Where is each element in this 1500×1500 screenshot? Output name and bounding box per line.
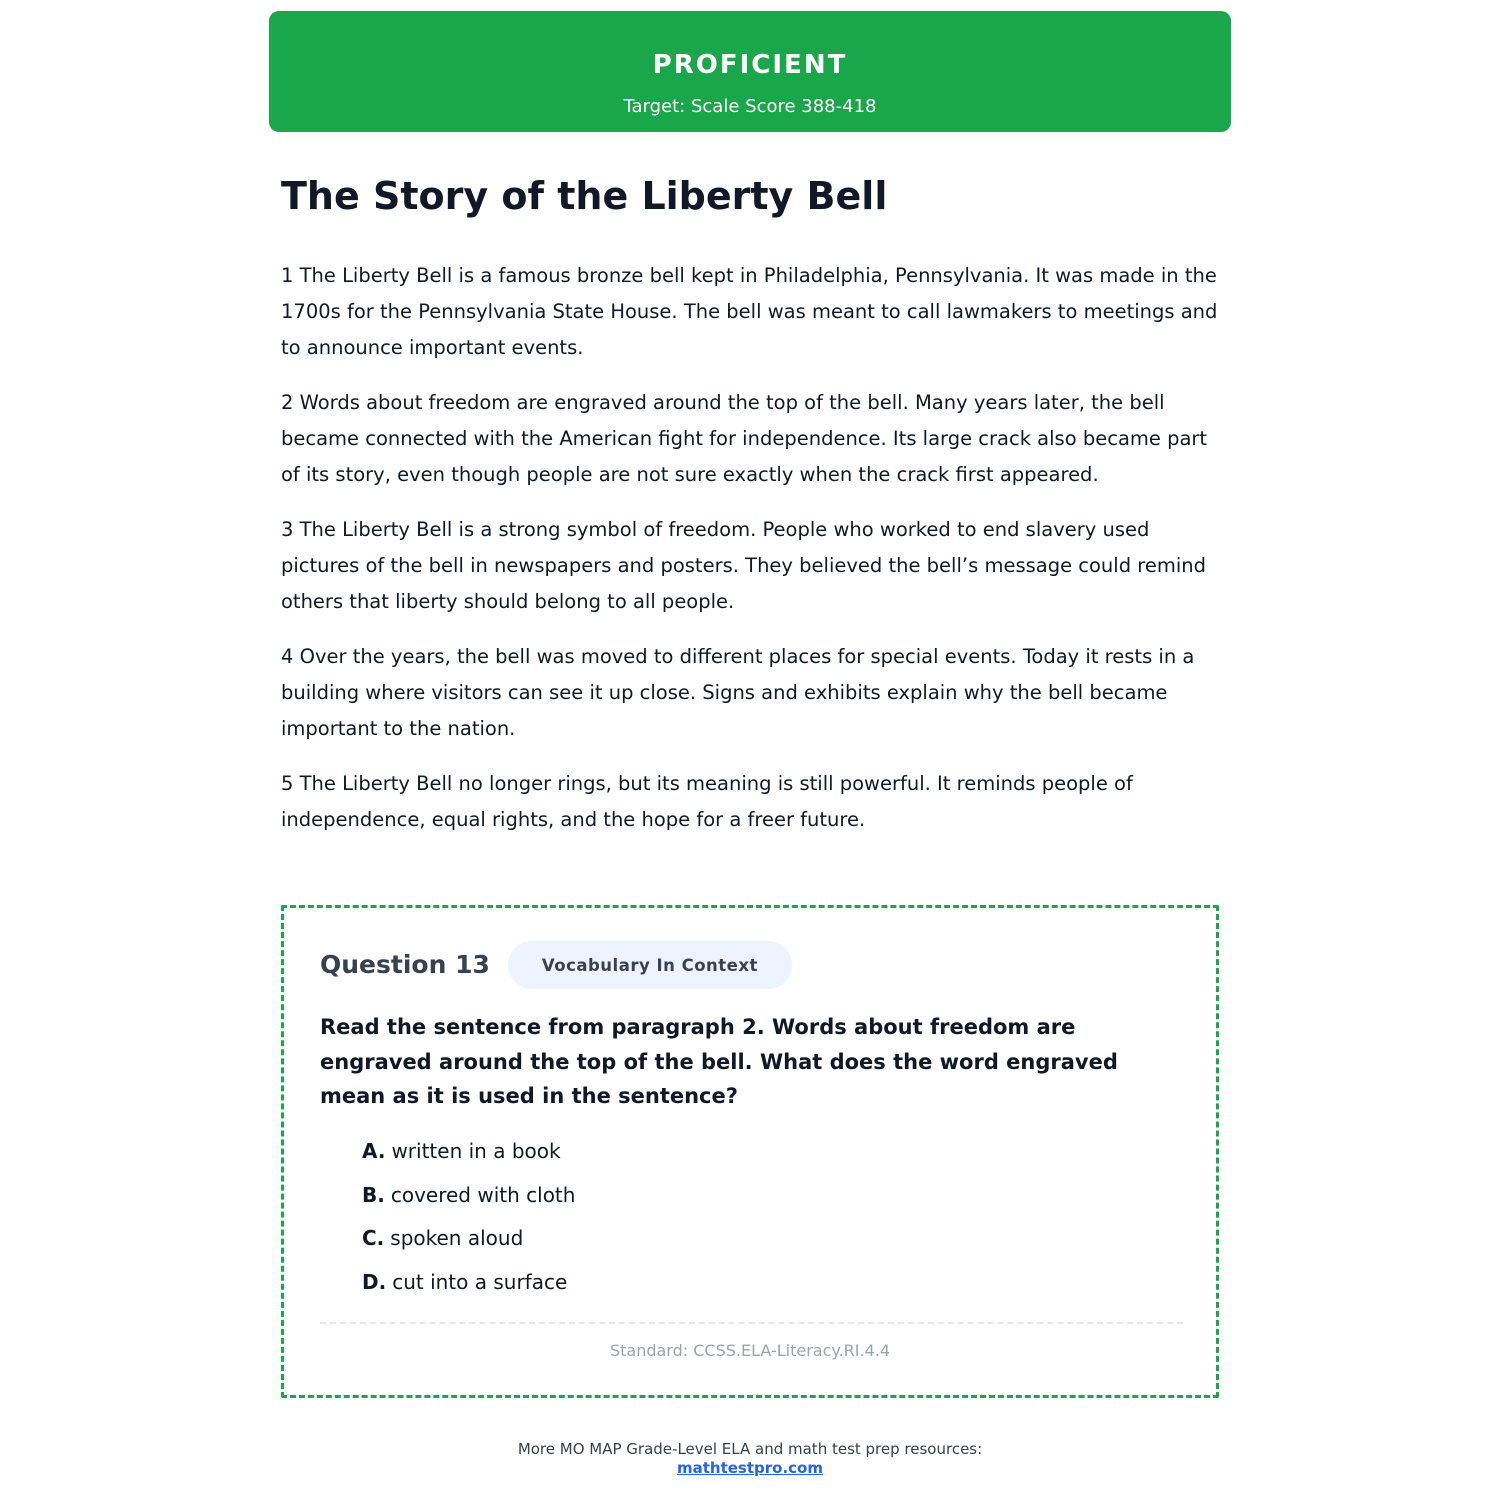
paragraph-5: 5 The Liberty Bell no longer rings, but its meaning is still powerful. It reminds people of independence, equal rights, and the hope for a freer future. [281,772,1133,831]
choice-letter: C. [362,1226,385,1250]
paragraph-1: 1 The Liberty Bell is a famous bronze bell kept in Philadelphia, Pennsylvania. It was made in the 1700s for the Pennsylvania State House. The bell was meant to call lawmakers to meetings and to announce important events. [281,264,1218,359]
banner-level: PROFICIENT [652,50,848,80]
paragraph-4: 4 Over the years, the bell was moved to different places for special events. Today it rests in a building where visitors can see it up close. Signs and exhibits explain why the bell became important to the nation. [281,645,1195,740]
passage-title: The Story of the Liberty Bell [281,174,888,218]
question-header [320,940,792,990]
passage-body [281,258,1221,857]
footer-link[interactable]: mathtestpro.com [676,1459,823,1477]
level-banner [269,11,1231,132]
choice-letter: D. [362,1269,387,1294]
choice-text: written in a book [391,1139,561,1163]
choice-letter: A. [362,1139,386,1163]
choice-c[interactable] [362,1217,575,1261]
paragraph-2: 2 Words about freedom are engraved around the top of the bell. Many years later, the bell became connected with the American fight for independence. Its large crack also became part of its story, even though people are not sure exactly when the crack first appeared. [281,391,1208,486]
paragraph-3: 3 The Liberty Bell is a strong symbol of freedom. People who worked to end slavery used pictures of the bell in newspapers and posters. They believed the bell’s message could remind others that liberty should belong to all people. [281,518,1207,613]
question-number: Question 13 [320,950,490,979]
choice-letter: B. [362,1182,385,1207]
answer-choices [362,1130,575,1304]
question-standard: Standard: CCSS.ELA-Literacy.RI.4.4 [609,1341,891,1360]
choice-text: covered with cloth [390,1182,576,1207]
question-card [281,905,1219,1398]
question-prompt: Read the sentence from paragraph 2. Words about freedom are engraved around the top of the bell. What does the word engraved mean as it is used in the sentence? [320,1015,1118,1108]
choice-d[interactable] [362,1261,575,1305]
banner-target: Target: Scale Score 388-418 [623,96,877,117]
footer [0,1440,1500,1478]
choice-b[interactable] [362,1174,575,1218]
choice-a[interactable] [362,1130,575,1174]
question-divider [320,1322,1183,1324]
choice-text: spoken aloud [390,1226,524,1250]
question-category-badge: Vocabulary In Context [508,941,792,989]
footer-text: More MO MAP Grade-Level ELA and math test prep resources: [517,1440,983,1458]
choice-text: cut into a surface [392,1269,568,1294]
